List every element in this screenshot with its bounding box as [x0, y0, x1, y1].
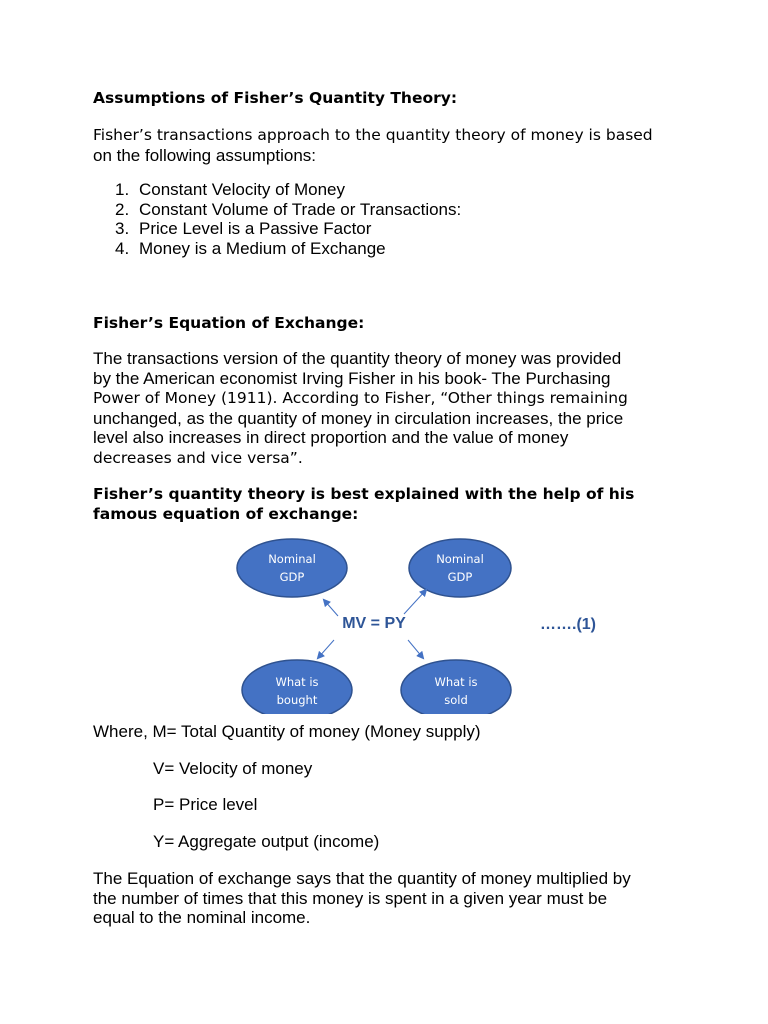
list-number: 2. — [115, 199, 130, 219]
equation-text: MV = PY — [342, 615, 406, 632]
paragraph-line: by the American economist Irving Fisher in his book- The Purchasing — [93, 368, 611, 388]
list-number: 3. — [115, 219, 130, 239]
intro-line-2: on the following assumptions: — [93, 145, 317, 165]
equation-heading: Fisher’s Equation of Exchange: — [93, 314, 365, 332]
paragraph-line: Fisher’s quantity theory is best explained with the help of his — [93, 485, 635, 503]
paragraph-line: decreases and vice versa”. — [93, 448, 303, 467]
ellipse-text: bought — [276, 693, 318, 707]
list-text: Constant Velocity of Money — [139, 180, 346, 199]
equation-diagram — [230, 536, 630, 714]
definition-p: P= Price level — [153, 795, 258, 814]
explained-paragraph — [93, 484, 634, 524]
nominal-gdp-ellipse-left — [237, 539, 347, 597]
definition-v: V= Velocity of money — [153, 759, 313, 778]
list-item — [115, 180, 461, 200]
ellipse-text: GDP — [279, 570, 305, 584]
list-number: 1. — [115, 180, 130, 199]
arrow-to-nominal-gdp-right — [404, 590, 426, 614]
equation-number: …….(1) — [540, 616, 596, 633]
fisher-paragraph — [93, 349, 683, 469]
ellipse-text: sold — [444, 693, 468, 707]
list-item — [115, 239, 461, 259]
list-text: Money is a Medium of Exchange — [139, 238, 386, 258]
assumptions-list — [115, 180, 461, 258]
paragraph-line: equal to the nominal income. — [93, 908, 311, 928]
paragraph-line: famous equation of exchange: — [93, 505, 359, 523]
paragraph-line: Power of Money (1911). According to Fisher, “Other things remaining — [93, 389, 628, 408]
list-text: Constant Volume of Trade or Transactions: — [139, 199, 462, 219]
list-item — [115, 200, 461, 220]
paragraph-line: level also increases in direct proportion and the value of money — [93, 428, 569, 448]
paragraph-line: unchanged, as the quantity of money in circulation increases, the price — [93, 408, 624, 428]
paragraph-line: the number of times that this money is spent in a given year must be — [93, 888, 608, 908]
intro-line-1: Fisher’s transactions approach to the quantity theory of money is based — [93, 126, 653, 144]
arrow-to-what-is-bought — [318, 640, 334, 658]
ellipse-text: Nominal — [436, 552, 484, 566]
what-is-sold-ellipse — [401, 660, 511, 714]
list-item — [115, 219, 461, 239]
assumptions-intro — [93, 125, 683, 165]
paragraph-line: The transactions version of the quantity theory of money was provided — [93, 349, 622, 368]
arrow-to-what-is-sold — [408, 640, 423, 658]
list-number: 4. — [115, 238, 130, 258]
ellipse-text: What is — [275, 675, 319, 689]
closing-paragraph — [93, 869, 683, 928]
list-text: Price Level is a Passive Factor — [139, 219, 372, 239]
assumptions-heading: Assumptions of Fisher’s Quantity Theory: — [93, 89, 458, 107]
paragraph-line: The Equation of exchange says that the quantity of money multiplied by — [93, 869, 631, 888]
where-line: Where, M= Total Quantity of money (Money supply) — [93, 722, 481, 741]
ellipse-text: GDP — [447, 570, 473, 584]
nominal-gdp-ellipse-right — [409, 539, 511, 597]
what-is-bought-ellipse — [242, 660, 352, 714]
arrow-to-nominal-gdp-left — [324, 600, 338, 616]
definition-y: Y= Aggregate output (income) — [153, 832, 380, 851]
ellipse-text: Nominal — [268, 552, 316, 566]
ellipse-text: What is — [434, 675, 478, 689]
